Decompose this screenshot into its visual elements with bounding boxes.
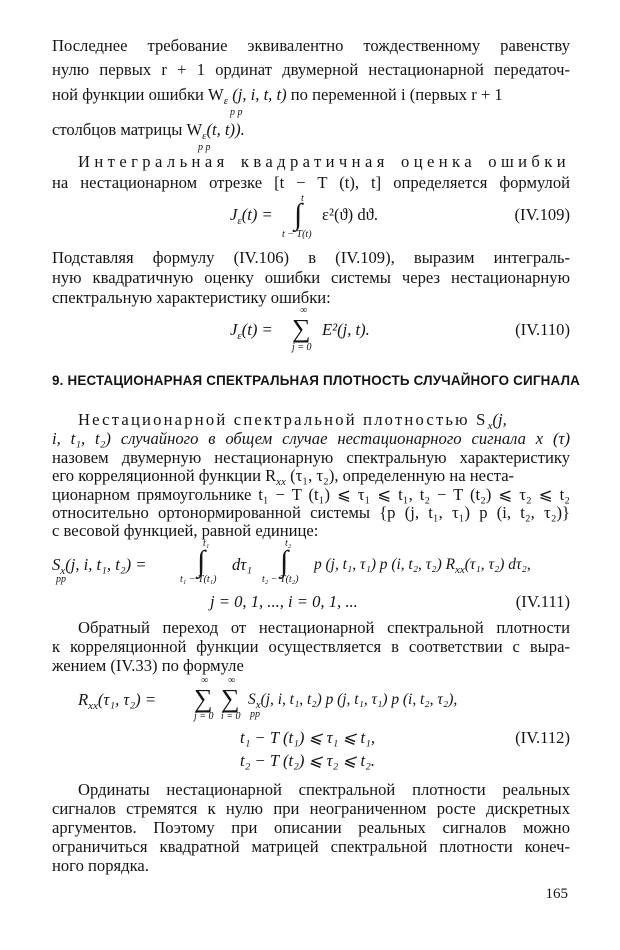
sum-lower-limit: j = 0 (292, 342, 312, 353)
integrand: p (j, t₁, τ₁) p (i, t₂, τ₂) $R_{xx}(\tau_1$, τ₂) dτ₂, (314, 556, 531, 576)
text-line: ной функции ошибки $W_\varepsilon$ (j, i, t, t) по переменной i (первых r + 1 (52, 85, 503, 107)
sum-sign: ∑ (221, 684, 240, 713)
range-condition: t₂ − T (t₂) ⩽ τ₂ ⩽ t₂. (240, 751, 376, 770)
sum-upper-limit: ∞ (201, 675, 209, 686)
equation-lhs: $S_x(j$, i, t₁, t₂) = (52, 555, 147, 577)
equation-lhs: $R_{xx}(\tau_1$, τ₂) = (78, 690, 157, 712)
integral-lower-limit: t − T(t) (282, 229, 312, 240)
equation-number: (IV.110) (515, 320, 570, 339)
text-line: нулю первых r + 1 ординат двумерной нестационарной передаточ- (52, 60, 570, 79)
sum-sign: ∑ (292, 314, 311, 343)
integral-upper-limit: t₁ (203, 538, 210, 549)
text-line: i, t₁, t₂) случайного в общем случае нестационарного сигнала x (τ) (52, 429, 570, 448)
text-line: Последнее требование эквивалентно тождественному равенству (52, 36, 570, 55)
text-line: на нестационарном отрезке [t − T (t), t] определяется формулой (52, 173, 570, 192)
subscript-pp: p p (230, 107, 243, 118)
text-line: относительно ортонормированной системы {p (j, t₁, τ₁) p (i, t₂, τ₂)} (52, 503, 570, 522)
text-line: к корреляционной функции осуществляется в соответствии с выра- (52, 637, 570, 656)
text-line: столбцов матрицы $W_\varepsilon(t$, t)). (52, 120, 245, 142)
subscript-pp: pp (250, 709, 260, 720)
text-line: Нестационарной спектральной плотностью $S_x(j$, (78, 410, 507, 432)
text-line: Интегральная квадратичная оценка ошибки (78, 152, 570, 171)
summand: E²(j, t). (322, 320, 370, 339)
text-line: назовем двумерную нестационарную спектральную характеристику (52, 448, 570, 467)
equation-lhs: $J_\varepsilon(t)$ = (230, 205, 273, 227)
text-line: ограничиться квадратной матрицей спектральной плотности конеч- (52, 837, 570, 856)
summand: $S_x(j$, i, t₁, t₂) p (j, t₁, τ₁) p (i, t₂, τ₂), (248, 691, 458, 711)
text-line: Ординаты нестационарной спектральной плотности реальных (78, 780, 570, 799)
text-line: Подставляя формулу (IV.106) в (IV.109), выразим интеграль- (52, 248, 570, 267)
sum-upper-limit: ∞ (300, 305, 308, 316)
text-line: аргументов. Поэтому при описании реальных сигналов можно (52, 818, 570, 837)
sum-upper-limit: ∞ (228, 675, 236, 686)
integral-sign: ∫ (197, 545, 206, 578)
sum-lower-limit: j = 0 (194, 711, 214, 722)
subscript-pp: p p (198, 142, 211, 153)
sum-sign: ∑ (194, 684, 213, 713)
range-condition: t₁ − T (t₁) ⩽ τ₁ ⩽ t₁, (240, 728, 376, 747)
integral-upper-limit: t (301, 193, 304, 204)
text-line: ную квадратичную оценку ошибки системы через нестационарную (52, 268, 570, 287)
text-line: ционарном прямоугольнике t₁ − T (t₁) ⩽ τ₁ ⩽ t₁, t₂ − T (t₂) ⩽ τ₂ ⩽ t₂ (52, 485, 570, 504)
text-line: Обратный переход от нестационарной спектральной плотности (78, 618, 570, 637)
integrand: ε²(ϑ) dϑ. (322, 205, 379, 224)
text-line: с весовой функцией, равной единице: (52, 521, 319, 540)
section-heading: 9. НЕСТАЦИОНАРНАЯ СПЕКТРАЛЬНАЯ ПЛОТНОСТЬ СЛУЧАЙНОГО СИГНАЛА (52, 373, 581, 388)
index-range: j = 0, 1, ..., i = 0, 1, ... (210, 592, 358, 611)
integral-sign: ∫ (294, 198, 303, 231)
text-line: жением (IV.33) по формуле (52, 656, 244, 675)
equation-number: (IV.111) (515, 592, 570, 611)
sum-lower-limit: i = 0 (221, 711, 241, 722)
text-line: его корреляционной функции $R_{xx}$ (τ₁, τ₂), определенную на неста- (52, 466, 515, 488)
text-line: сигналов стремятся к нулю при неограниченном росте дискретных (52, 799, 570, 818)
text-line: ного порядка. (52, 856, 149, 875)
equation-lhs: $J_\varepsilon(t)$ = (230, 320, 273, 342)
equation-number: (IV.109) (514, 205, 570, 224)
equation-number: (IV.112) (515, 728, 570, 747)
page-number: 165 (545, 886, 568, 902)
subscript-pp: pp (56, 574, 66, 585)
integral-lower-limit: t₂ − T(t₂) (262, 574, 299, 585)
integral-lower-limit: t₁ − T(t₁) (180, 574, 217, 585)
integral-upper-limit: t₂ (285, 538, 292, 549)
integral-sign: ∫ (280, 545, 289, 578)
text-line: спектральную характеристику ошибки: (52, 288, 331, 307)
differential: dτ₁ (232, 555, 253, 574)
